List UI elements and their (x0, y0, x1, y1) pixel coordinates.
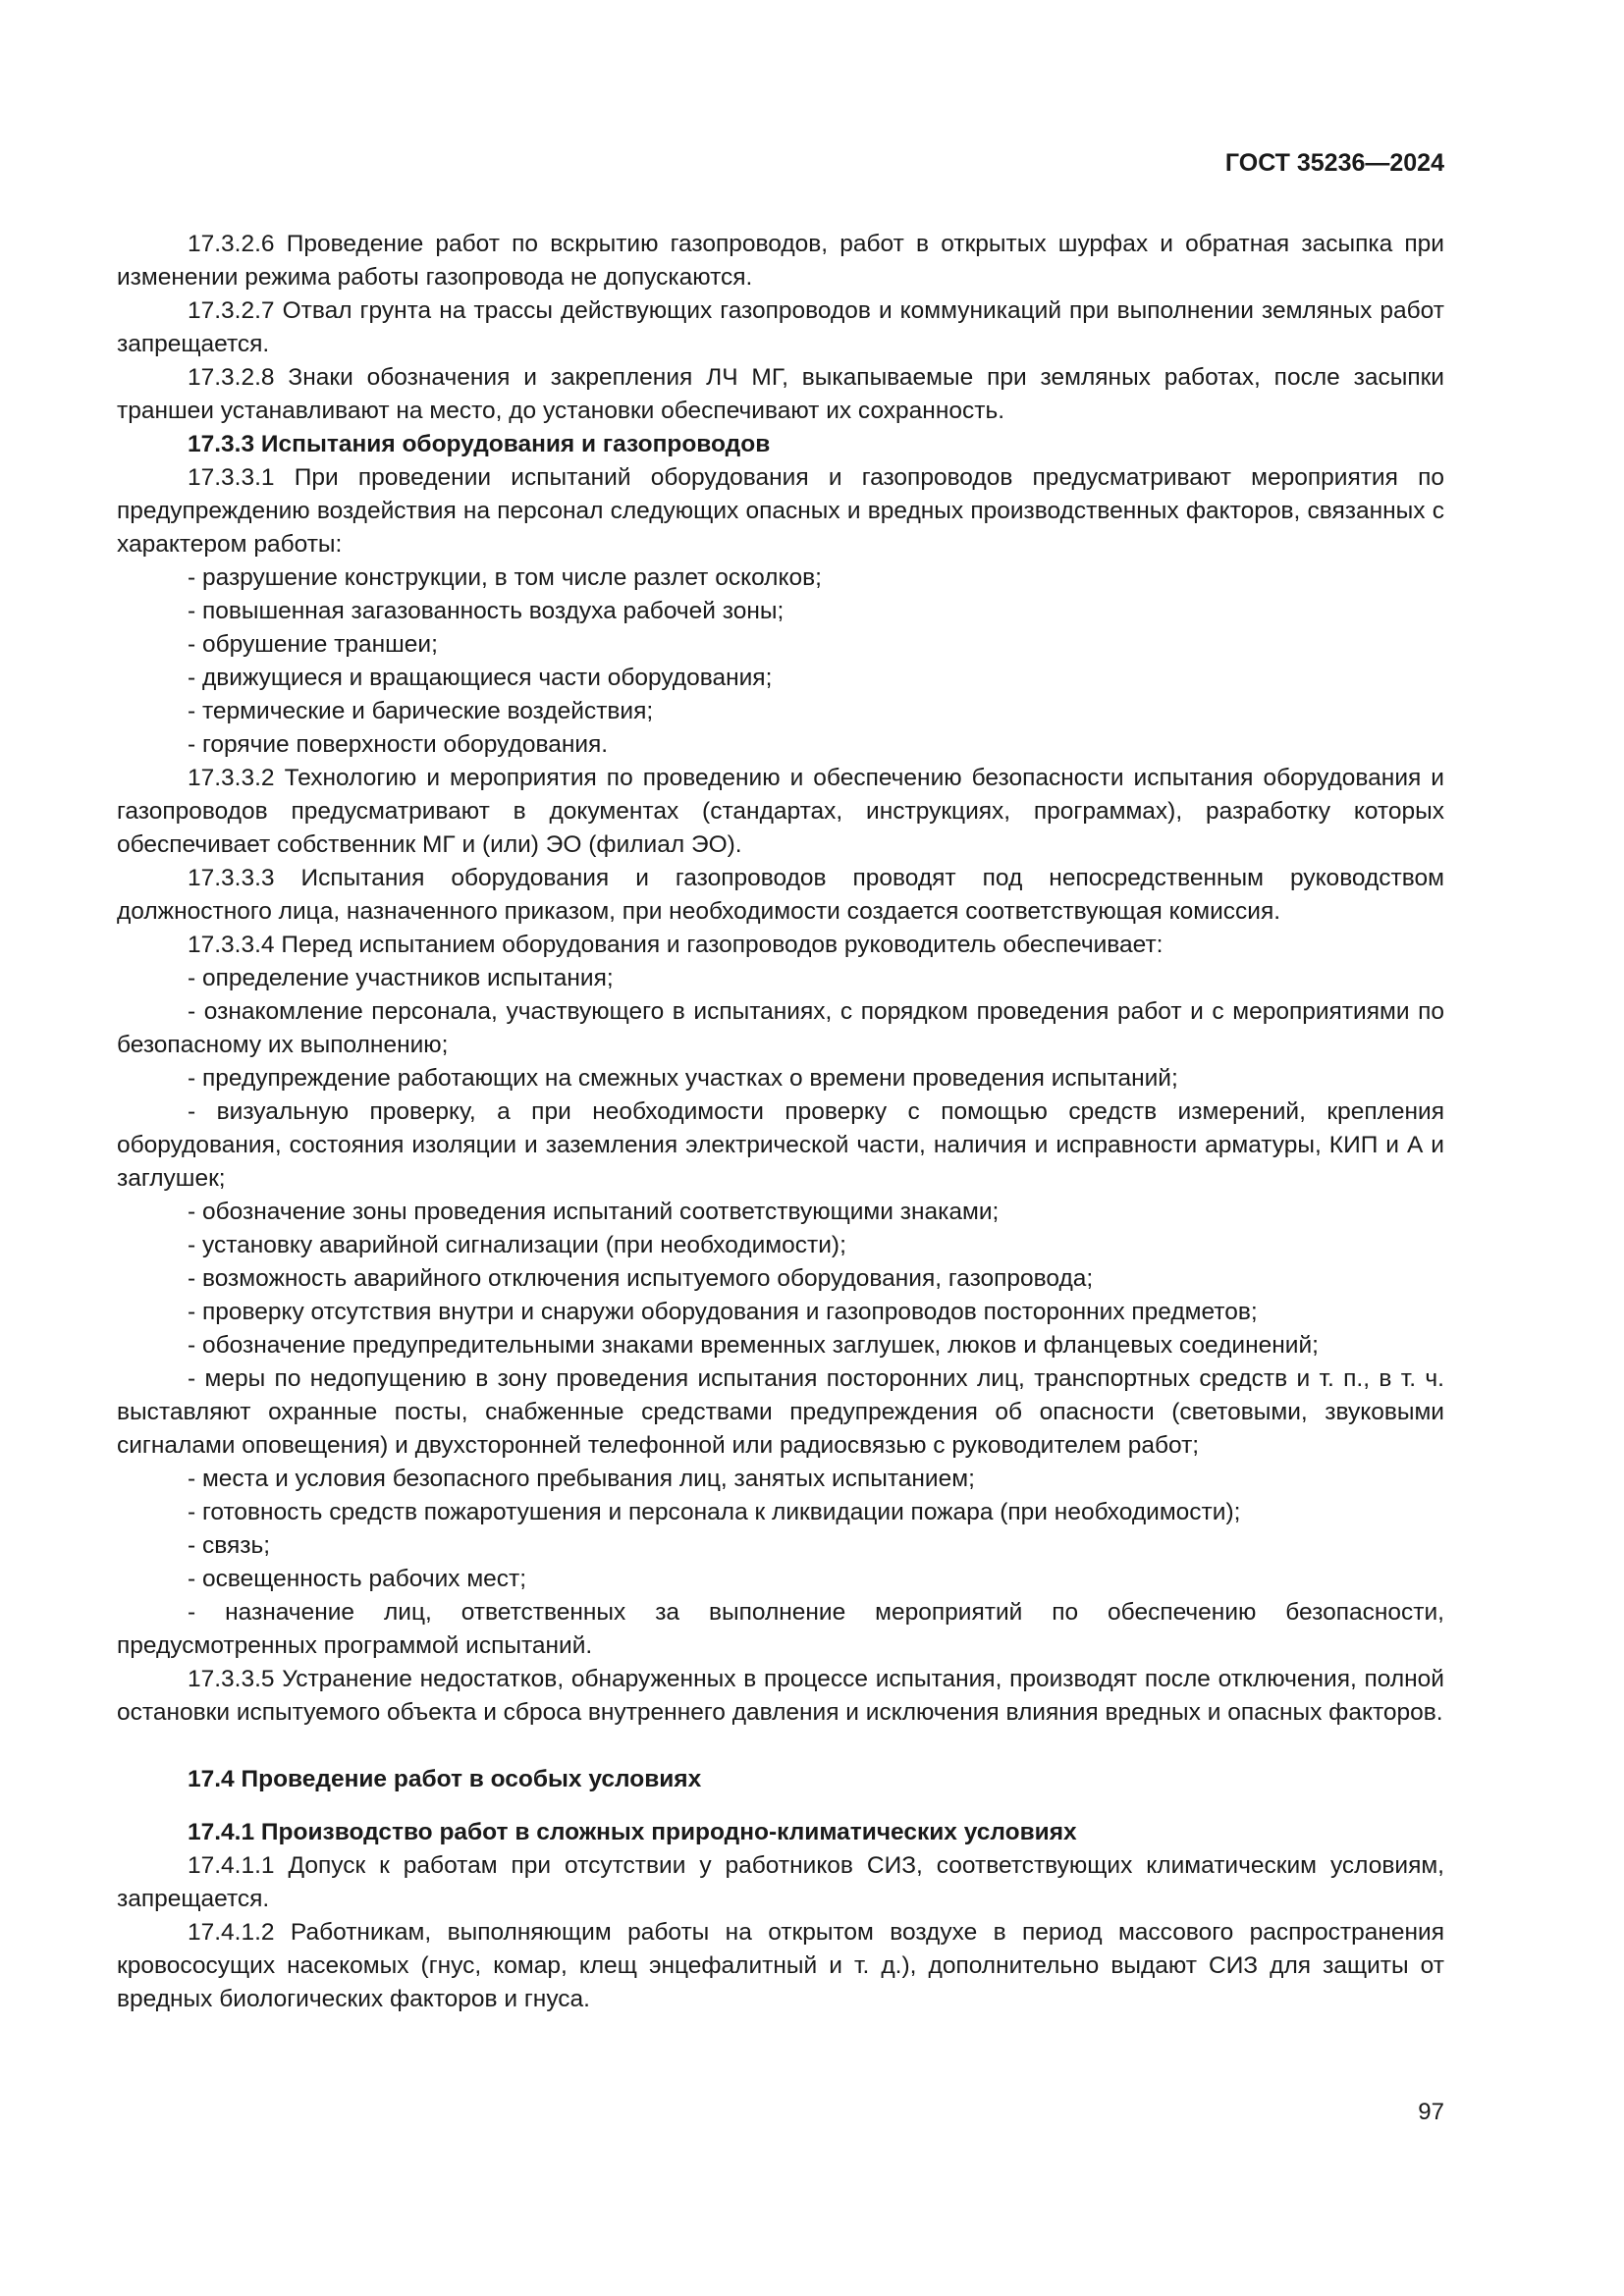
list-item: - определение участников испытания; (188, 965, 614, 991)
list-item: - связь; (188, 1532, 271, 1559)
paragraph: 17.4.1.1 Допуск к работам при отсутствии у работников СИЗ, соответствующих климатическим условиям, запрещается. (117, 1852, 1444, 1912)
list-item: - меры по недопущению в зону проведения испытания посторонних лиц, транспортных средств и т. п., в т. ч. выставляют охранные посты, снабженные средствами предупреждения об опасности (световыми, звуковыми сигналами оповещения) и двухсторонней телефонной или радиосвязью с руководителем работ; (117, 1365, 1444, 1459)
list-item: - термические и барические воздействия; (188, 698, 654, 724)
list-item: - визуальную проверку, а при необходимости проверку с помощью средств измерений, крепления оборудования, состояния изоляции и заземления электрической части, наличия и исправности арматуры, КИП и А и заглушек; (117, 1098, 1444, 1192)
document-body (117, 228, 1444, 2016)
paragraph: 17.4.1.2 Работникам, выполняющим работы на открытом воздухе в период массового распространения кровососущих насекомых (гнус, комар, клещ энцефалитный и т. д.), дополнительно выдают СИЗ для защиты от вредных биологических факторов и гнуса. (117, 1919, 1444, 2012)
paragraph: 17.3.2.6 Проведение работ по вскрытию газопроводов, работ в открытых шурфах и обратная засыпка при изменении режима работы газопровода не допускаются. (117, 231, 1444, 291)
list-item: - горячие поверхности оборудования. (188, 731, 609, 758)
paragraph: 17.3.3.3 Испытания оборудования и газопроводов проводят под непосредственным руководством должностного лица, назначенного приказом, при необходимости создается соответствующая комиссия. (117, 865, 1444, 925)
list-item: - обозначение предупредительными знаками временных заглушек, люков и фланцевых соединений; (188, 1332, 1319, 1359)
section-heading: 17.4 Проведение работ в особых условиях (188, 1766, 702, 1792)
subsection-heading: 17.4.1 Производство работ в сложных природно-климатических условиях (188, 1819, 1077, 1845)
list-item: - установку аварийной сигнализации (при необходимости); (188, 1232, 846, 1258)
subsection-heading: 17.3.3 Испытания оборудования и газопроводов (188, 431, 771, 457)
paragraph: 17.3.2.8 Знаки обозначения и закрепления ЛЧ МГ, выкапываемые при земляных работах, после засыпки траншеи устанавливают на место, до установки обеспечивают их сохранность. (117, 364, 1444, 424)
document-code: ГОСТ 35236—2024 (1224, 149, 1444, 177)
list-item: - разрушение конструкции, в том числе разлет осколков; (188, 564, 822, 591)
list-item: - места и условия безопасного пребывания лиц, занятых испытанием; (188, 1466, 975, 1492)
paragraph: 17.3.3.5 Устранение недостатков, обнаруженных в процессе испытания, производят после отключения, полной остановки испытуемого объекта и сброса внутреннего давления и исключения влияния вредных и опасных факторов. (117, 1666, 1444, 1726)
list-item: - проверку отсутствия внутри и снаружи оборудования и газопроводов посторонних предметов; (188, 1299, 1258, 1325)
list-item: - назначение лиц, ответственных за выполнение мероприятий по обеспечению безопасности, предусмотренных программой испытаний. (117, 1599, 1444, 1659)
paragraph: 17.3.3.1 При проведении испытаний оборудования и газопроводов предусматривают мероприятия по предупреждению воздействия на персонал следующих опасных и вредных производственных факторов, связанных с характером работы: (117, 464, 1444, 558)
list-item: - предупреждение работающих на смежных участках о времени проведения испытаний; (188, 1065, 1178, 1092)
list-item: - обозначение зоны проведения испытаний соответствующими знаками; (188, 1199, 1000, 1225)
paragraph: 17.3.2.7 Отвал грунта на трассы действующих газопроводов и коммуникаций при выполнении земляных работ запрещается. (117, 297, 1444, 357)
list-item: - освещенность рабочих мест; (188, 1566, 527, 1592)
list-item: - движущиеся и вращающиеся части оборудования; (188, 665, 773, 691)
list-item: - ознакомление персонала, участвующего в испытаниях, с порядком проведения работ и с мероприятиями по безопасному их выполнению; (117, 998, 1444, 1058)
list-item: - готовность средств пожаротушения и персонала к ликвидации пожара (при необходимости); (188, 1499, 1241, 1525)
paragraph: 17.3.3.4 Перед испытанием оборудования и газопроводов руководитель обеспечивает: (188, 932, 1164, 958)
page-number: 97 (1418, 2099, 1444, 2125)
list-item: - повышенная загазованность воздуха рабочей зоны; (188, 598, 785, 624)
paragraph: 17.3.3.2 Технологию и мероприятия по проведению и обеспечению безопасности испытания оборудования и газопроводов предусматривают в документах (стандартах, инструкциях, программах), разработку которых обеспечивает собственник МГ и (или) ЭО (филиал ЭО). (117, 765, 1444, 858)
list-item: - возможность аварийного отключения испытуемого оборудования, газопровода; (188, 1265, 1094, 1292)
list-item: - обрушение траншеи; (188, 631, 438, 658)
